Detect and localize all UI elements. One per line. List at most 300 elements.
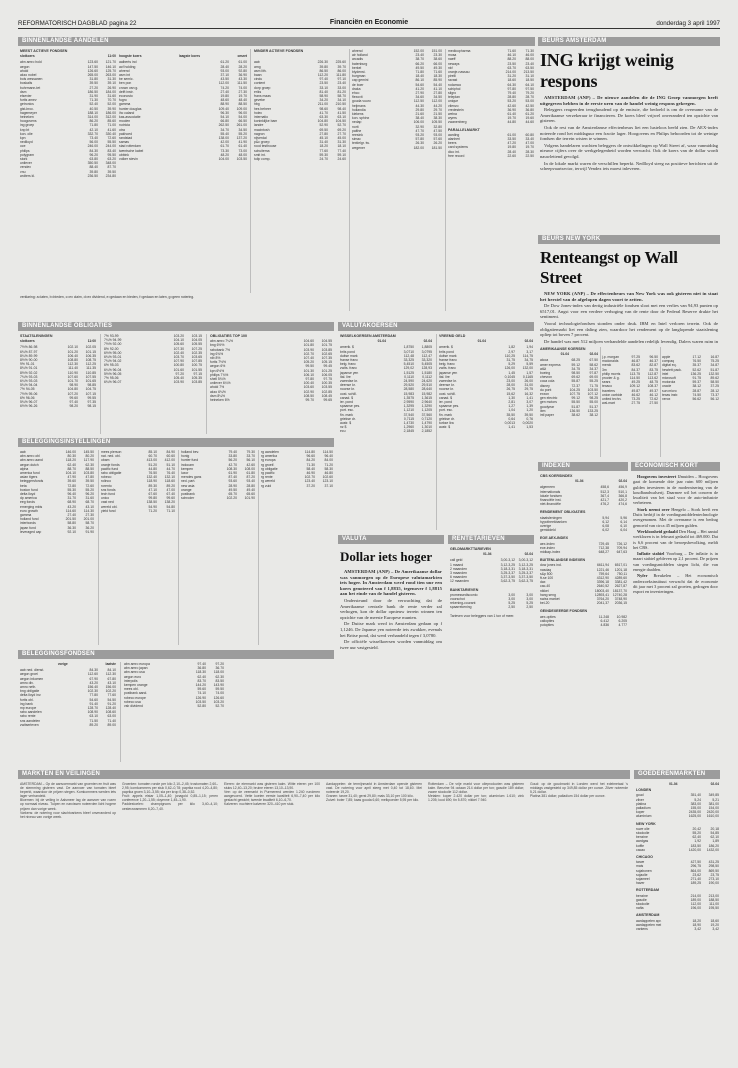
row-value: 1,20 xyxy=(526,408,533,413)
row-value: 104.05 xyxy=(191,338,202,343)
row-value: 0,1165 xyxy=(522,374,533,379)
row-value: 427,50 xyxy=(690,860,701,865)
row-value: 31.30 xyxy=(337,140,346,145)
row-value: 55.25 xyxy=(589,379,598,384)
row-value: 3396,18 xyxy=(596,580,609,585)
row-value: 95.50 xyxy=(107,152,116,157)
row-value: 54.60 xyxy=(415,82,424,87)
row-value: 107.90 xyxy=(173,359,184,364)
kort-item-text: Voorburg – De inflatie is in maart stabiel gebleven op 2,1 procent. De prijzen van voedingsmiddelen stegen licht, die van energie daalden. xyxy=(633,551,718,573)
row-value: 108.75 xyxy=(85,358,96,363)
section-title-valuta: VALUTA xyxy=(338,535,444,544)
row-label: unilever 6¼% xyxy=(210,381,231,386)
aex-title: EOE AEX-INDEX xyxy=(540,536,569,541)
row-label: yield fund xyxy=(101,508,116,513)
row-label: 7¼% 94-99 xyxy=(104,338,122,343)
vreemd-geld-title: VREEMD GELD xyxy=(439,334,466,338)
row-value: 0,7115 xyxy=(403,416,414,421)
row-label: ahrend xyxy=(119,68,130,73)
row-label: rekening-courant xyxy=(450,601,476,606)
row-value: 3,00-3,12 xyxy=(518,558,533,563)
row-value: 512,3 xyxy=(600,489,609,494)
row-value: 104.10 xyxy=(65,471,76,476)
row-value: 39.50 xyxy=(89,81,98,86)
row-label: 6½% 95-00 xyxy=(104,350,122,355)
row-value: 40.50 xyxy=(89,106,98,111)
rendement-rows xyxy=(540,516,627,533)
row-label: postbank aand. xyxy=(124,691,148,696)
row-value: 36.80 xyxy=(525,107,534,112)
row-label: postbank xyxy=(181,492,195,497)
row-label: abn amro hold xyxy=(20,60,42,65)
row-value: 44.70 xyxy=(166,466,175,471)
aandelen-col2-rows xyxy=(254,60,346,161)
row-value: 210.50 xyxy=(335,102,346,107)
row-value: 118.30 xyxy=(195,670,206,675)
row-value: 107.55 xyxy=(85,374,96,379)
row-value: 23,62 xyxy=(692,872,701,877)
row-value: 48.60 xyxy=(220,98,229,103)
row-value: 101.65 xyxy=(85,379,96,384)
row-value: 46.62 xyxy=(631,392,640,397)
column-rule xyxy=(349,49,350,311)
row-value: 105.55 xyxy=(191,342,202,347)
row-value: 3,25-3,37 xyxy=(500,571,515,576)
row-value: 73.30 xyxy=(220,148,229,153)
row-label: rg aandelen xyxy=(261,450,279,454)
column-rule xyxy=(258,450,259,645)
row-value: 98.90 xyxy=(69,383,78,388)
row-value: 66.00 xyxy=(433,61,442,66)
row-value: 102.20 xyxy=(105,689,116,694)
row-label: compaq xyxy=(662,359,675,364)
header-section-title: Financiën en Economie xyxy=(329,19,409,26)
row-value: 18.60 xyxy=(507,78,516,83)
row-value: 52.00 xyxy=(107,102,116,107)
row-value: 188.10 xyxy=(87,110,98,115)
row-label: abn amro obl xyxy=(20,454,40,459)
row-value: 18,20 xyxy=(692,918,701,923)
row-value: 3,62-3,75 xyxy=(500,579,515,584)
row-value: 6,12 xyxy=(602,519,609,524)
row-value: 31,75 xyxy=(506,358,515,363)
row-value: 31.90 xyxy=(89,94,98,99)
row-value: 1221,46 xyxy=(596,567,609,572)
amsterdam-body xyxy=(538,95,720,173)
row-value: 15,982 xyxy=(421,391,432,396)
row-value: 98.25 xyxy=(589,396,598,401)
row-value: 29,510 xyxy=(421,383,432,388)
row-value: 83.75 xyxy=(649,367,658,372)
row-value: 103.85 xyxy=(191,380,202,385)
row-value: 35.37 xyxy=(692,363,701,368)
row-label: 6 maanden xyxy=(450,575,467,580)
row-label: amerik. $ xyxy=(439,345,453,350)
row-value: 39,50 xyxy=(524,412,533,417)
row-label: amro neth. xyxy=(20,685,37,690)
row-value: 55.20 xyxy=(85,487,94,492)
row-value: 18.10 xyxy=(337,144,346,149)
row-label: hunter douglas xyxy=(119,106,142,111)
markten-paragraph: Kalveren: nuchtere kalveren 320–410 per stuk. xyxy=(224,802,295,807)
row-value: 97.40 xyxy=(319,77,328,82)
goederen-block-title: AMSTERDAM xyxy=(636,913,660,918)
row-label: ned. part. xyxy=(181,479,196,484)
row-label: rood testhouse xyxy=(254,144,277,149)
row-value: 111.80 xyxy=(336,73,346,78)
kort-item xyxy=(633,529,718,550)
row-value: 2,97 xyxy=(508,349,515,354)
row-value: 132.10 xyxy=(164,475,175,480)
row-label: gemiddeld xyxy=(540,528,556,533)
row-value: 96.50 xyxy=(649,355,658,359)
table-row xyxy=(254,157,346,161)
row-label: aardappelen mei xyxy=(636,922,662,927)
markten-paragraph: Metalen: koper 2.420 dollar per ton; aluminium 1.610; zink 1.205; lood 690; tin 5.870; nikkel 7.940. xyxy=(428,794,524,803)
row-value: 46.12 xyxy=(649,392,658,397)
row-value: 97.35 xyxy=(87,400,96,405)
newyork-body xyxy=(538,291,720,345)
row-value: 138.00 xyxy=(218,136,229,141)
row-value: 113.75 xyxy=(629,371,640,376)
banktarieven-rows xyxy=(450,593,533,610)
row-label: fortis obl. xyxy=(20,697,34,702)
kort-item-title: Inflatie stabiel xyxy=(637,551,665,557)
row-value: 102.35 xyxy=(191,350,202,355)
row-value: 22.60 xyxy=(507,153,516,158)
row-value: 36.80 xyxy=(197,666,206,671)
staatsleningen-title: STAATSLENINGEN xyxy=(20,334,53,338)
amsterdam-paragraph: Ook de rest van de Amsterdamse effectenbeurs liet een lusteloos beeld zien. De AEX-index noteerde rond het middaguur een fractie lager. Hoogovens en Philips behoorden tot de weinige fondsen die terrein wisten te winnen. xyxy=(540,124,718,142)
row-value: 47.90 xyxy=(67,475,76,480)
row-value: 83.50 xyxy=(215,678,224,683)
row-label: blydenst. xyxy=(352,70,366,75)
row-value: 128.70 xyxy=(87,706,98,711)
row-value: 4289,60 xyxy=(614,576,627,581)
row-value: 34.50 xyxy=(238,127,247,132)
row-value: 58.70 xyxy=(337,94,346,99)
row-value: 34.60 xyxy=(415,95,424,100)
row-label: aex-index xyxy=(540,541,555,546)
row-label: gen motors xyxy=(540,400,557,405)
row-value: 82.87 xyxy=(649,363,658,368)
row-value: 34.70 xyxy=(220,127,229,132)
row-value: 381,00 xyxy=(708,801,719,806)
aandelen-col-1b xyxy=(119,49,247,293)
hdr-vorige: vorige xyxy=(57,662,68,666)
ny-quotes-col-2 xyxy=(602,355,658,457)
row-value: 3,37-3,50 xyxy=(518,575,533,580)
row-label: rodamco xyxy=(448,82,462,87)
markten-paragraph: Platina 381 dollar; palladium 154 dollar per ounce. xyxy=(530,794,606,799)
ny-quotes-rows-3 xyxy=(662,355,719,401)
row-value: 33.00 xyxy=(337,85,346,90)
markten-paragraph: Fruit: appels elstar 1,05–1,40; jonagold 0,85–1,15; peren conference 1,20–1,55; doyenne 1,45–1,90. xyxy=(122,794,218,803)
row-value: 47.70 xyxy=(415,128,424,133)
row-value: 43.30 xyxy=(238,77,247,82)
row-value: 93.20 xyxy=(415,133,424,138)
row-value: 103.50 xyxy=(236,157,247,162)
row-label: smit int. xyxy=(254,152,266,157)
row-value: 96.20 xyxy=(85,492,94,497)
row-value: 107.40 xyxy=(303,356,314,361)
row-label: j.p. morgan xyxy=(602,355,619,359)
row-label: 6¾% 96-07 xyxy=(104,380,122,385)
row-label: sojaolie xyxy=(636,872,648,877)
row-label: boeing xyxy=(540,371,551,376)
valuta-left-table xyxy=(340,334,432,530)
fondsen-col-2 xyxy=(124,662,224,762)
table-row xyxy=(20,530,94,534)
row-value: 114,75 xyxy=(522,353,533,358)
row-value: 102.20 xyxy=(226,496,237,501)
row-value: 45.00 xyxy=(337,136,346,141)
row-label: dico int. xyxy=(448,149,460,154)
table-row xyxy=(450,579,533,583)
row-value: 71.30 xyxy=(306,462,315,467)
row-value: 62.30 xyxy=(85,462,94,467)
row-value: 69.00 xyxy=(589,375,598,380)
row-value: 108.60 xyxy=(105,710,116,715)
row-value: 36.90 xyxy=(507,107,516,112)
row-value: 1,30 xyxy=(508,395,515,400)
row-label: fin. mark xyxy=(439,412,452,417)
rente-note: Tarieven voor beleggers van 1 ton of meer. xyxy=(450,613,515,618)
row-value: 34.20 xyxy=(319,98,328,103)
row-label: aardgas xyxy=(636,839,649,844)
row-value: 104.60 xyxy=(303,339,314,344)
row-value: 32.90 xyxy=(415,124,424,129)
row-value: 2,50 xyxy=(526,605,533,610)
table-row xyxy=(104,380,202,384)
row-label: nagron xyxy=(254,131,265,136)
row-value: 332.70 xyxy=(87,131,98,136)
row-value: 43.50 xyxy=(220,77,229,82)
geindexeerd-rows xyxy=(540,615,627,628)
hdr-date-1: 01-04 xyxy=(477,339,486,344)
row-label: financiële inst. xyxy=(540,498,562,503)
row-label: lokale fondsen xyxy=(540,493,562,498)
row-label: alanheri xyxy=(448,137,461,142)
row-label: aegon dutch xyxy=(20,462,39,467)
row-label: heineken 6% xyxy=(210,398,230,403)
valuta-headline: Dollar iets hoger xyxy=(340,549,433,564)
row-value: 60.70 xyxy=(148,454,157,459)
row-label: norit xyxy=(352,124,359,129)
row-value: 71.80 xyxy=(415,70,424,75)
section-valutakoersen xyxy=(338,322,534,532)
row-label: promessedisconto xyxy=(450,592,478,597)
row-label: medicopharma xyxy=(448,49,471,53)
hdr-date-2: 02-04 xyxy=(710,782,719,786)
aandelen-col1-headers xyxy=(20,54,116,58)
section-title-newyork: BEURS NEW YORK xyxy=(538,235,720,244)
row-label: griekse dr. xyxy=(340,416,356,421)
row-label: batenburg xyxy=(352,61,368,66)
table-row xyxy=(540,413,598,417)
row-value: 107.20 xyxy=(67,391,78,396)
row-label: rabo rente xyxy=(20,714,36,719)
row-label: crown van g. xyxy=(119,85,139,90)
row-label: vsb dividend xyxy=(124,704,143,709)
row-value: 83.40 xyxy=(107,148,116,153)
row-value: 57.60 xyxy=(433,137,442,142)
row-value: 62.40 xyxy=(67,462,76,467)
row-value: 63.80 xyxy=(89,157,98,162)
rendement-title: RENDEMENT OBLIGATIES xyxy=(540,510,586,515)
row-value: 103.60 xyxy=(303,385,314,390)
hdr-date-2: 02-04 xyxy=(524,339,533,344)
row-value: 103.70 xyxy=(173,355,184,360)
row-value: 55.50 xyxy=(107,140,116,145)
row-label: sun micro xyxy=(662,388,677,393)
row-label: noorse kr. xyxy=(340,387,355,392)
row-value: 132.50 xyxy=(708,371,719,376)
row-value: 31.10 xyxy=(525,74,534,79)
goederen-block-rows xyxy=(636,793,719,818)
row-value: 55.30 xyxy=(67,487,76,492)
row-value: 137.20 xyxy=(236,136,247,141)
row-value: 26,75 xyxy=(506,387,515,392)
section-title-amsterdam: BEURS AMSTERDAM xyxy=(538,37,720,46)
row-value: 86.00 xyxy=(337,68,346,73)
row-value: 96.30 xyxy=(220,110,229,115)
row-label: united techn. xyxy=(602,397,622,402)
row-value: 106.05 xyxy=(321,372,332,377)
row-value: 51.10 xyxy=(166,462,175,467)
row-label: brits pond xyxy=(439,349,454,354)
row-label: deense kr. xyxy=(439,383,455,388)
row-value: 59.10 xyxy=(337,152,346,157)
hdr-date-2: 02-04 xyxy=(618,479,627,484)
row-label: 7½% 86-98 xyxy=(20,345,38,350)
row-value: 648,27 xyxy=(598,550,609,555)
row-label: exxon xyxy=(540,392,550,397)
row-value: 28.40 xyxy=(507,149,516,154)
row-value: 68.25 xyxy=(571,358,580,363)
row-value: 31.80 xyxy=(89,77,98,82)
row-label: rg wereld xyxy=(261,479,275,484)
cbs-title: CBS KOERSINDEX xyxy=(540,474,573,478)
hdr-date-1: 01-04 xyxy=(560,352,569,357)
row-value: 97.80 xyxy=(305,377,314,382)
row-label: euro growth xyxy=(20,508,38,513)
row-value: 73.40 xyxy=(89,136,98,141)
row-value: 126.60 xyxy=(87,68,98,73)
row-value: 98.20 xyxy=(69,404,78,409)
row-value: 49.37 xyxy=(649,388,658,393)
row-value: 84.30 xyxy=(89,668,98,673)
row-label: call geld xyxy=(450,558,463,563)
row-value: 21.60 xyxy=(415,112,424,117)
aandelen-legend-text: verklaring: a=laten, b=bieden, c=ex claim, d=ex dividend, e=gedaan en bieden, f=gedaan en laten, g=geen notering. xyxy=(20,295,195,299)
obligaties-col-2 xyxy=(104,334,202,434)
table-row xyxy=(540,528,627,532)
row-label: wereld obl. xyxy=(101,504,118,509)
row-value: 510,1 xyxy=(618,489,627,494)
table-row xyxy=(448,154,534,158)
ny-quotes-rows-1 xyxy=(540,358,598,417)
row-value: 87.70 xyxy=(107,165,116,170)
row-label: noorse kr. xyxy=(439,387,454,392)
row-value: 33.80 xyxy=(228,454,237,459)
row-label: nutricia xyxy=(119,123,130,128)
row-value: 41.50 xyxy=(337,110,346,115)
row-value: 87.40 xyxy=(228,475,237,480)
row-value: 38.12 xyxy=(589,413,598,418)
row-value: 66.20 xyxy=(415,61,424,66)
row-value: 146.10 xyxy=(105,64,116,69)
row-value: 88.40 xyxy=(89,165,98,170)
instellingen-col4-rows xyxy=(261,450,333,488)
row-label: ier. pond xyxy=(439,400,453,405)
row-label: kempen orange xyxy=(124,683,148,688)
row-label: japan fund xyxy=(20,525,36,530)
row-value: 1420,00 xyxy=(688,847,701,852)
goederen-headers xyxy=(636,782,719,786)
row-label: eriks xyxy=(254,89,262,94)
row-value: 476,2 xyxy=(600,502,609,507)
row-label: cindu xyxy=(254,77,263,82)
row-value: 3,0795 xyxy=(421,349,432,354)
row-value: 27.75 xyxy=(631,401,640,406)
row-label: eeg fonds xyxy=(20,500,35,505)
row-label: gist-broc. xyxy=(20,106,34,111)
row-value: 28.87 xyxy=(692,388,701,393)
row-value: 19.70 xyxy=(507,116,516,121)
row-value: 31.60 xyxy=(107,94,116,99)
row-value: 39.50 xyxy=(85,479,94,484)
row-label: bng obligatie xyxy=(20,689,40,694)
row-value: 79.20 xyxy=(525,91,534,96)
row-value: 62,40 xyxy=(692,835,701,840)
row-value: 3,00 xyxy=(526,592,533,597)
row-value: 123.40 xyxy=(304,479,315,484)
row-value: 111.40 xyxy=(68,366,78,371)
row-label: 8% 92-00 xyxy=(104,346,119,351)
row-value: 101.15 xyxy=(85,349,96,354)
markten-col-4 xyxy=(326,782,422,802)
row-value: 97.87 xyxy=(589,371,598,376)
row-label: spaanse pes. xyxy=(340,404,361,409)
table-row xyxy=(540,502,627,506)
geindexeerd-title: GEINDEXEERDE FONDSEN xyxy=(540,609,588,614)
row-value: 76.40 xyxy=(166,471,175,476)
markten-col-3 xyxy=(224,782,320,807)
row-value: 102.85 xyxy=(321,389,332,394)
row-value: 27.30 xyxy=(238,89,247,94)
row-value: 99.60 xyxy=(69,395,78,400)
fondsen-headers xyxy=(20,662,116,666)
row-label: microsoft xyxy=(662,376,676,381)
row-value: 156.00 xyxy=(105,685,116,690)
row-value: 1,8805 xyxy=(421,345,432,350)
row-value: 107.75 xyxy=(569,392,580,397)
row-value: 56.10 xyxy=(246,458,255,463)
row-value: 31.70 xyxy=(67,496,76,501)
row-value: 5,24 xyxy=(694,797,701,802)
row-value: 73.25 xyxy=(631,397,640,402)
row-value: 156.40 xyxy=(87,685,98,690)
column-rule xyxy=(206,334,207,434)
row-label: port. esc. xyxy=(439,408,453,413)
row-value: 59.50 xyxy=(215,687,224,692)
row-value: 110.90 xyxy=(67,370,78,375)
row-value: 52.62 xyxy=(692,367,701,372)
ny-quotes-headers xyxy=(540,352,598,356)
row-label: duitse mark xyxy=(340,353,358,358)
hdr-laatste: laatste xyxy=(105,662,116,666)
